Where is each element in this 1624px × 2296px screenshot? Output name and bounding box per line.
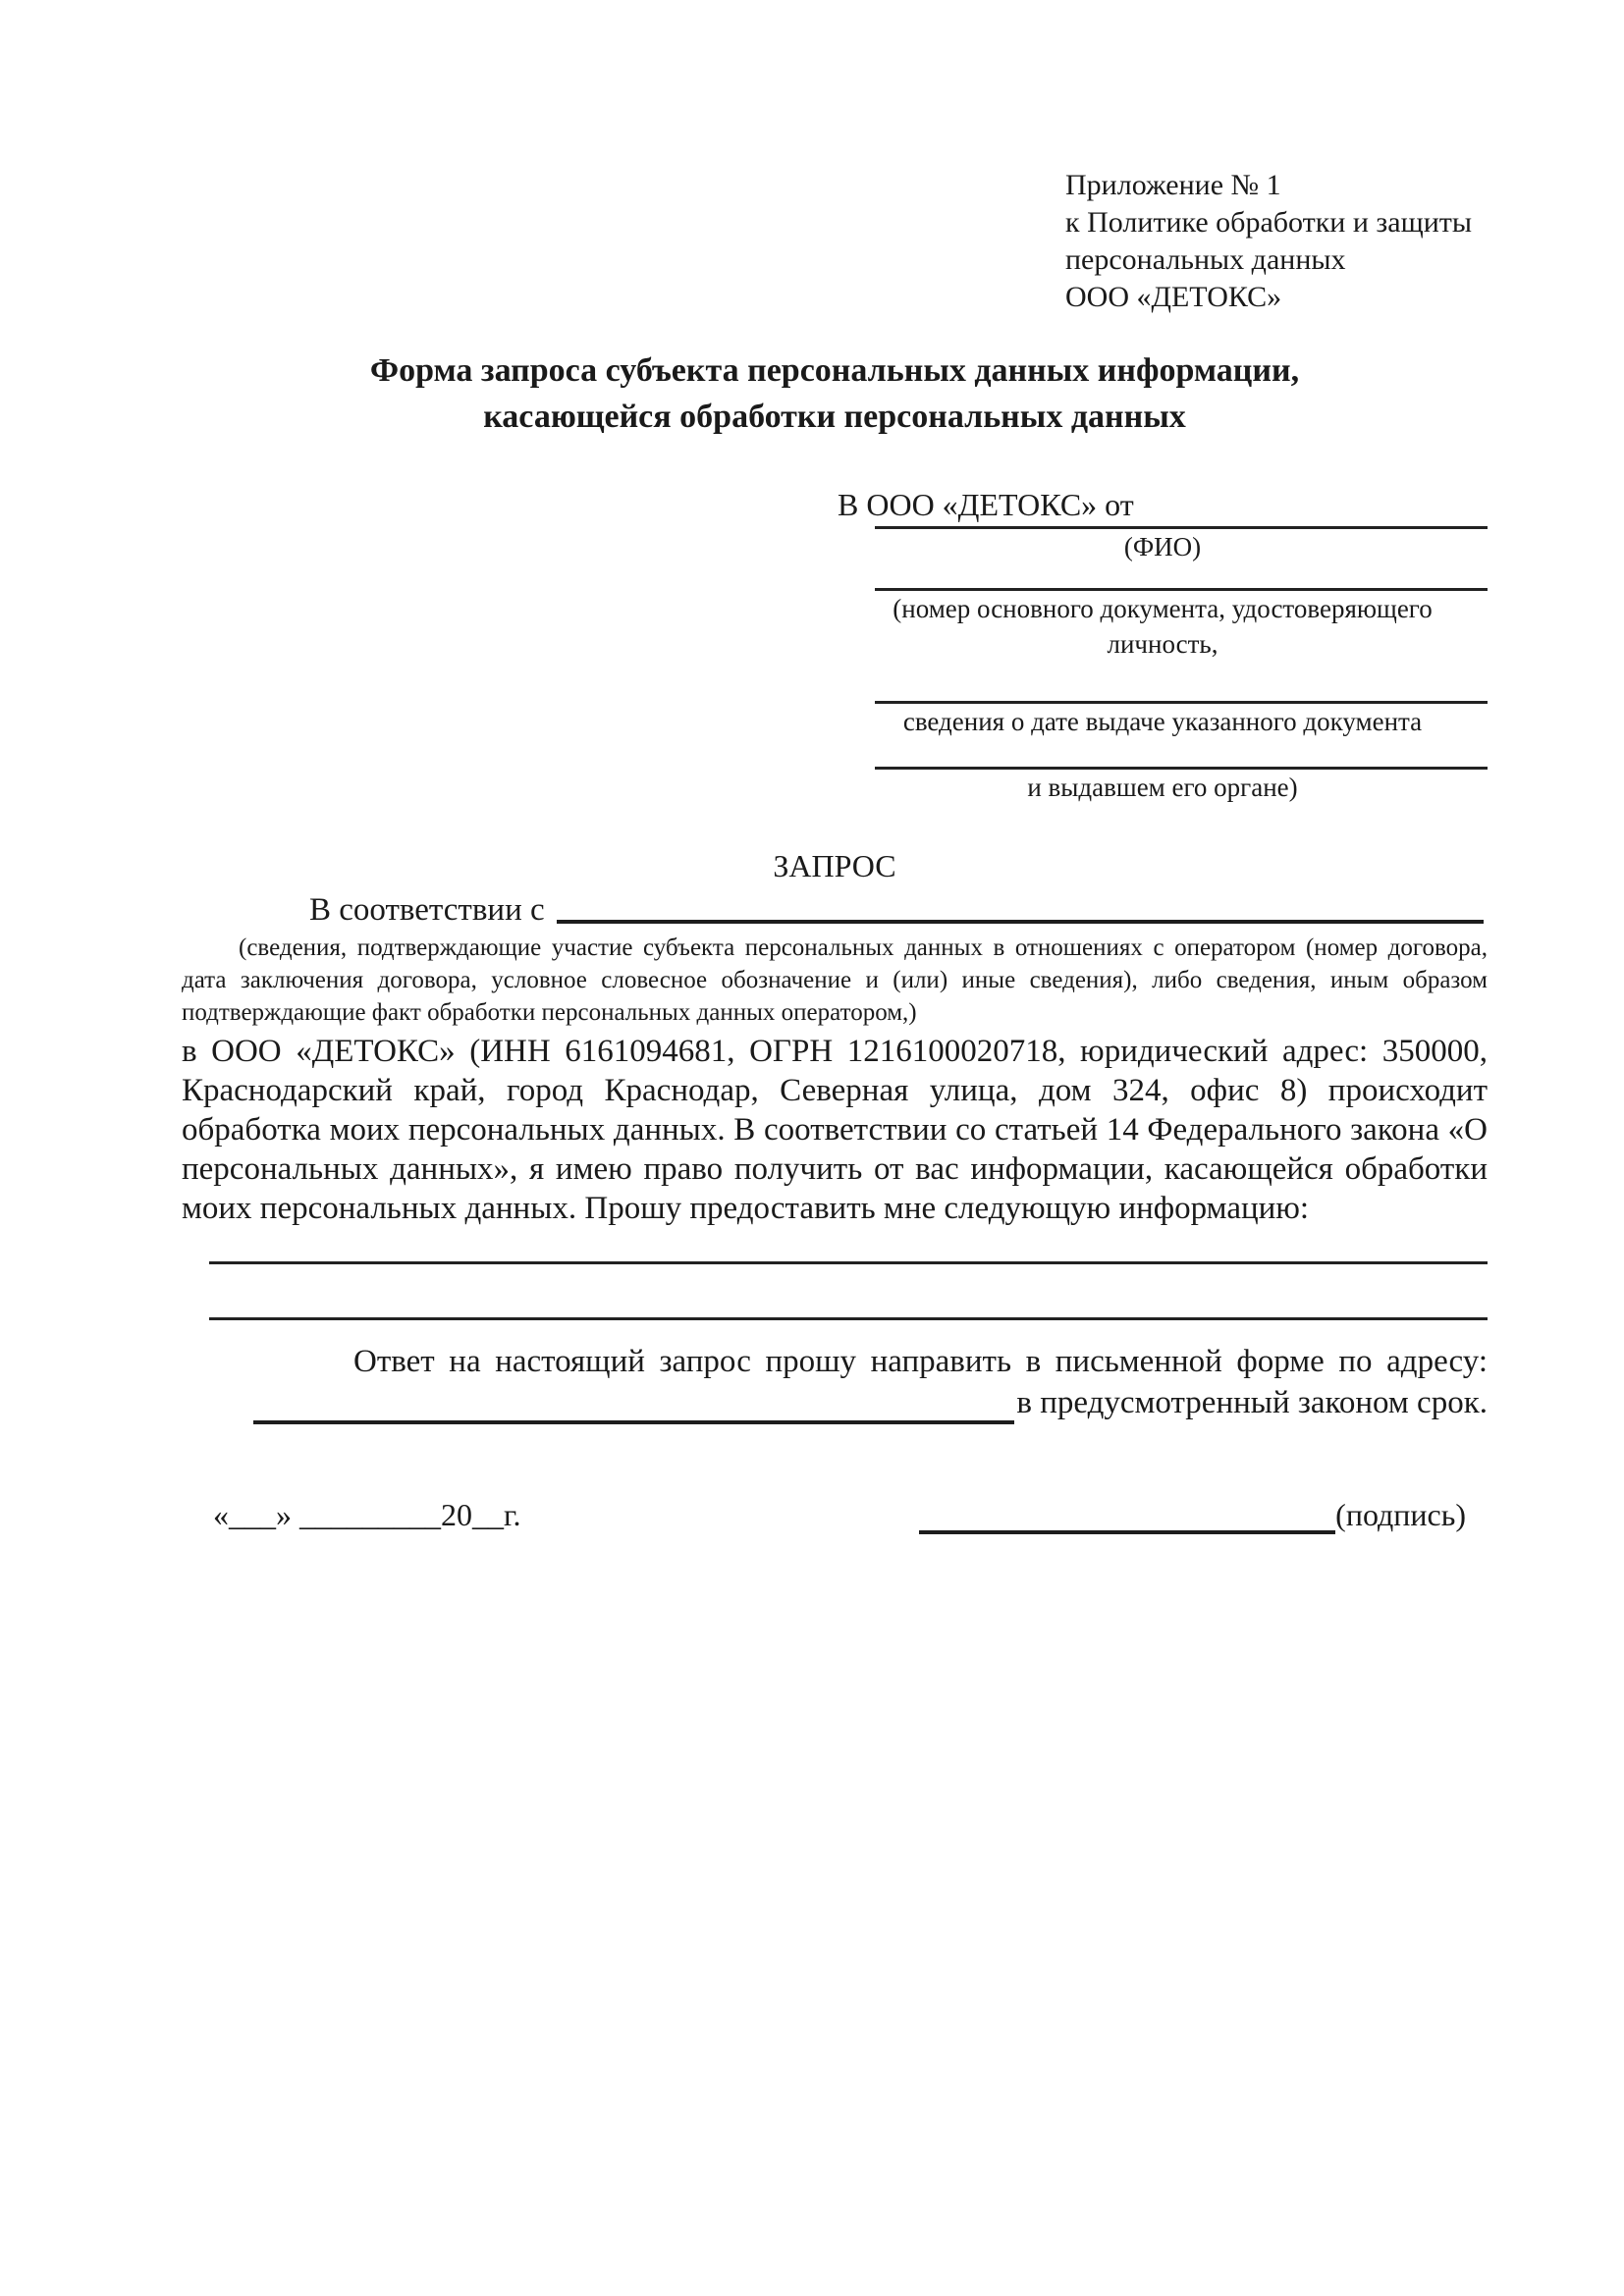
request-heading: ЗАПРОС [773, 848, 896, 883]
information-blank-line-2 [209, 1317, 1488, 1320]
body-paragraph: в ООО «ДЕТОКС» (ИНН 6161094681, ОГРН 1216100020718, юридический адрес: 350000, Краснодарский край, город Краснодар, Северная улица, дом 324, офис 8) происходит обработка моих персональных данных. В соответствии со статьей 14 Федерального закона «О персональных данных», я имею право получить от вас информации, касающейся обработки моих персональных данных. Прошу предоставить мне следующую информацию: [182, 1034, 1488, 1226]
small-print-note: (сведения, подтверждающие участие субъекта персональных данных в отношениях с оператором (номер договора, дата заключения договора, условное словесное обозначение и (или) иные сведения), либо сведения, иным образом подтверждающие факт обработки персональных данных оператором,) [182, 934, 1488, 1026]
document-number-caption: (номер основного документа, удостоверяющего личность, [893, 594, 1433, 659]
accordance-blank-field [557, 890, 1484, 924]
addressee-block [838, 485, 1488, 805]
signature-caption: (подпись) [1335, 1497, 1466, 1532]
signature-area [919, 1495, 1466, 1534]
issuing-authority-caption: и выдавшем его органе) [1027, 773, 1298, 802]
document-title-line1: Форма запроса субъекта персональных данных информации, [369, 352, 1300, 389]
reply-tail-text: в предусмотренный законом срок. [1016, 1385, 1488, 1420]
information-blank-line-1 [209, 1261, 1488, 1264]
appendix-number: Приложение № 1 [1065, 169, 1281, 201]
document-title-line2: касающейся обработки персональных данных [483, 399, 1186, 435]
fio-caption: (ФИО) [1123, 532, 1202, 561]
company-name: ООО «ДЕТОКС» [1065, 281, 1282, 313]
reply-sentence: Ответ на настоящий запрос прошу направить в письменной форме по адресу: [353, 1344, 1488, 1379]
appendix-policy-line: к Политике обработки и защиты [1065, 206, 1473, 239]
signature-blank-field [919, 1497, 1335, 1534]
accordance-line [182, 890, 1488, 930]
reply-address-line [182, 1381, 1488, 1424]
date-blank-line: «___» _________20__г. [213, 1497, 521, 1532]
accordance-label: В соответствии с [309, 892, 545, 928]
appendix-policy-line2: персональных данных [1065, 243, 1346, 276]
appendix-header [1065, 167, 1488, 316]
document-title [182, 347, 1488, 440]
addressee-to-line: В ООО «ДЕТОКС» от [838, 487, 1134, 522]
issue-date-caption: сведения о дате выдаче указанного документа [902, 707, 1423, 736]
reply-address-blank-field [253, 1387, 1014, 1424]
date-signature-row [182, 1495, 1488, 1534]
